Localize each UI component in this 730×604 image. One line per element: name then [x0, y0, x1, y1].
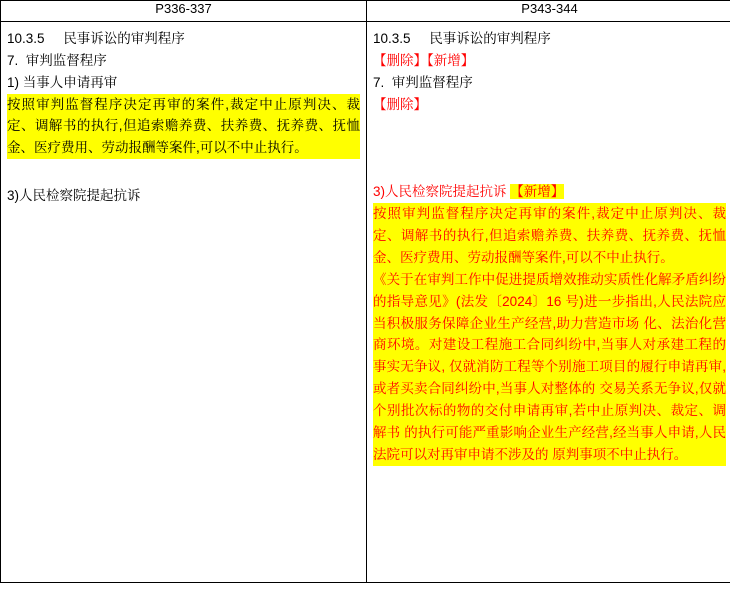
right-section-line: [373, 28, 726, 50]
right-paragraph-1: 按照审判监督程序决定再审的案件,裁定中止原判决、裁定、调解书的执行,但追索赡养费、扶养费、抚养费、抚恤金、医疗费用、劳动报酬等案件,可以不中止执行。: [373, 203, 726, 269]
left-spacer: [7, 159, 360, 185]
table-header-row: [1, 1, 730, 22]
left-column-cell: [1, 22, 367, 583]
right-content: [367, 22, 730, 582]
left-item3: 3)人民检察院提起抗诉: [7, 188, 141, 204]
right-section-number: 10.3.5: [373, 31, 411, 46]
right-item3-add-tag: 【新增】: [510, 184, 565, 200]
left-item7-title: 审判监督程序: [25, 52, 107, 68]
left-section-line: [7, 28, 360, 50]
right-tags-line: [373, 50, 726, 72]
left-item1: 1) 当事人申请再审: [7, 74, 118, 90]
table-content-row: [1, 22, 730, 583]
right-spacer-2: [373, 141, 726, 167]
right-column-header: P343-344: [367, 1, 730, 22]
left-highlight-paragraph: 按照审判监督程序决定再审的案件,裁定中止原判决、裁定、调解书的执行,但追索赡养费、扶养费、抚养费、抚恤金、医疗费用、劳动报酬等案件,可以不中止执行。: [7, 94, 360, 160]
delete-tag-2: 【删除】: [373, 96, 427, 112]
right-delete-tag-2-line: [373, 94, 726, 116]
right-item3-line: [373, 181, 726, 203]
right-item7-number: 7.: [373, 74, 385, 90]
right-paragraph-2: 《关于在审判工作中促进提质增效推动实质性化解矛盾纠纷的指导意见》(法发〔2024〕16 号)进一步指出,人民法院应当积极服务保障企业生产经营,助力营造市场 化、法治化营商环境。对建设工程施工合同纠纷中,当事人对承建工程的事实无争议, 仅就消防工程等个别施工项目的履行申请再审,或者买卖合同纠纷中,当事人对整体的 交易关系无争议,仅就个别批次标的物的交付申请再审,若中止原判决、裁定、调解书 的执行可能严重影响企业生产经营,经当事人申请,人民法院可以对再审申请不涉及的 原判事项不中止执行。: [373, 269, 726, 466]
right-item7-title: 审判监督程序: [391, 74, 473, 90]
right-item7-line: [373, 72, 726, 94]
right-spacer-3: [373, 167, 726, 181]
right-spacer-1: [373, 115, 726, 141]
left-item7-number: 7.: [7, 52, 19, 68]
left-section-number: 10.3.5: [7, 31, 45, 46]
right-section-title: 民事诉讼的审判程序: [429, 31, 551, 46]
left-section-title: 民事诉讼的审判程序: [63, 31, 185, 46]
right-item3-label: 3)人民检察院提起抗诉: [373, 184, 507, 200]
add-tag: 【新增】: [427, 52, 475, 68]
right-column-cell: [367, 22, 730, 583]
left-item7-line: [7, 50, 360, 72]
delete-tag: 【删除】: [373, 52, 427, 68]
left-column-header: P336-337: [1, 1, 367, 22]
left-content: [1, 22, 366, 582]
